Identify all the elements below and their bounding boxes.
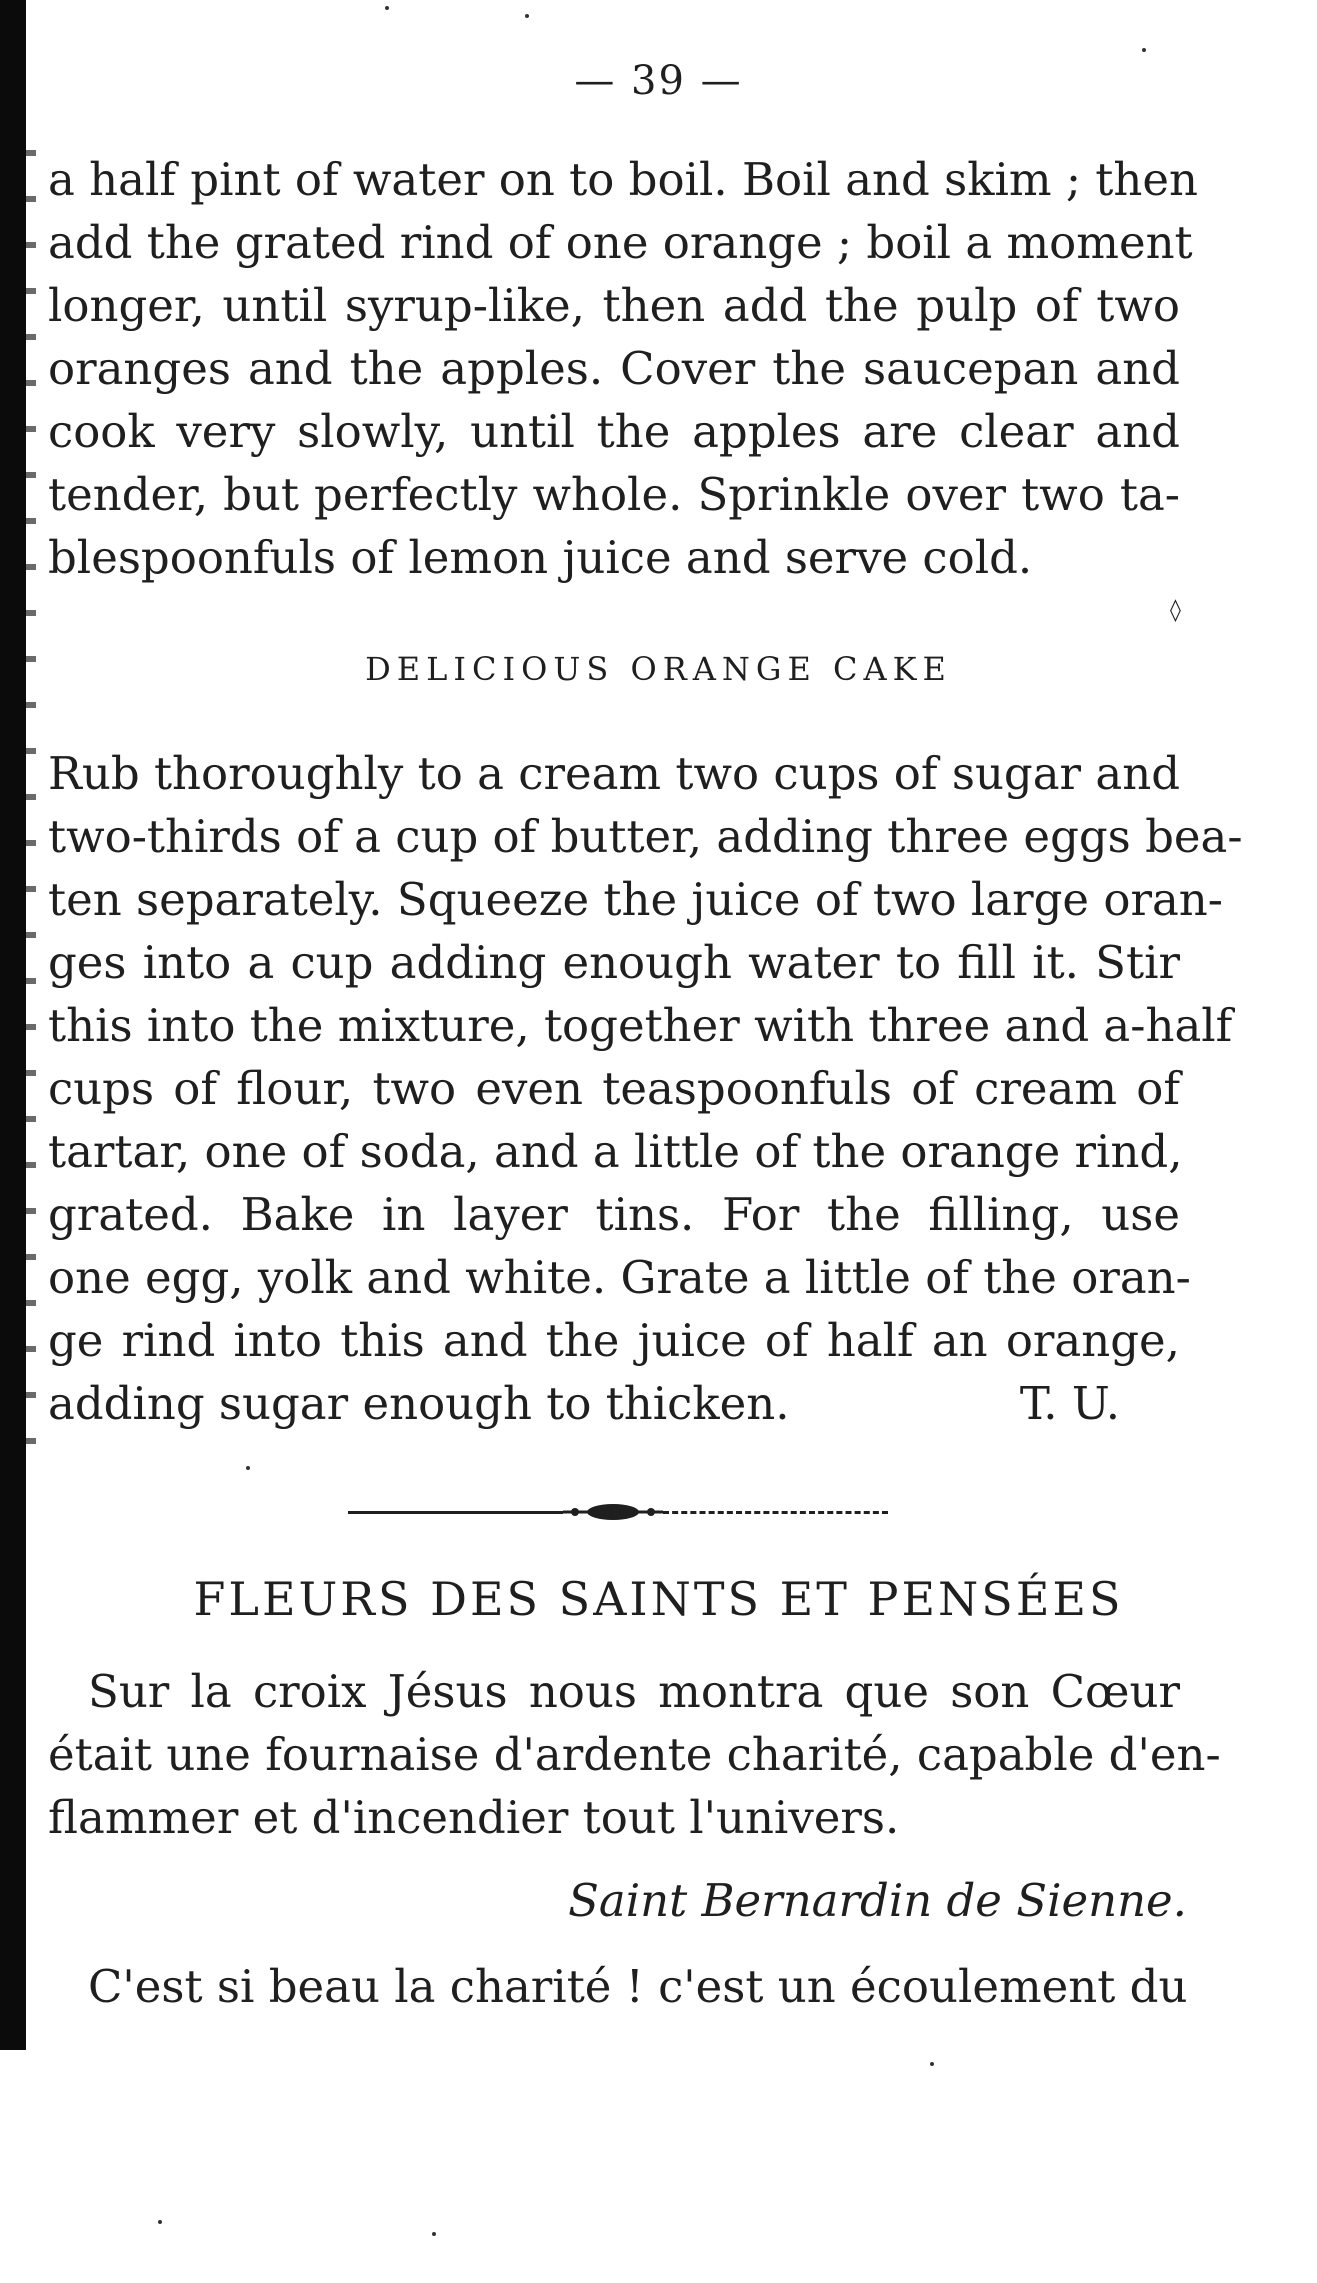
binding-shadow-marks	[26, 150, 36, 1450]
text-line: two-thirds of a cup of butter, adding three eggs bea-	[48, 810, 1243, 863]
text-line: longer, until syrup-like, then add the pulp of two	[48, 279, 1180, 332]
text-line: add the grated rind of one orange ; boil a moment	[48, 216, 1193, 269]
text-line: oranges and the apples. Cover the saucepan and	[48, 342, 1180, 395]
small-diamond-mark: ◊	[1170, 598, 1181, 623]
quote-attribution: Saint Bernardin de Sienne.	[568, 1874, 1187, 1927]
divider-line-left	[348, 1511, 563, 1514]
page-number: — 39 —	[574, 58, 743, 104]
text-line: ges into a cup adding enough water to fill it. Stir	[48, 936, 1180, 989]
scan-speck	[930, 2062, 934, 2066]
scan-speck	[1142, 48, 1146, 52]
text-line: flammer et d'incendier tout l'univers.	[48, 1791, 900, 1844]
scan-speck	[385, 6, 389, 10]
recipe-continuation	[48, 148, 1198, 589]
text-line: tender, but perfectly whole. Sprinkle over two ta-	[48, 468, 1180, 521]
text-line: Sur la croix Jésus nous montra que son Cœur	[88, 1665, 1180, 1718]
next-quote-line: C'est si beau la charité ! c'est un écoulement du	[88, 1960, 1188, 2013]
text-line: ten separately. Squeeze the juice of two large oran-	[48, 873, 1223, 926]
text-line: Rub thoroughly to a cream two cups of sugar and	[48, 747, 1180, 800]
book-binding-edge	[0, 0, 26, 2050]
text-line: one egg, yolk and white. Grate a little of the oran-	[48, 1251, 1191, 1304]
text-line: cups of flour, two even teaspoonfuls of cream of	[48, 1062, 1180, 1115]
text-line: tartar, one of soda, and a little of the orange rind,	[48, 1125, 1183, 1178]
scan-speck	[246, 1466, 250, 1470]
recipe-title: DELICIOUS ORANGE CAKE	[365, 650, 952, 688]
scan-speck	[432, 2232, 436, 2236]
scan-speck	[158, 2220, 162, 2224]
divider-ornament-icon	[563, 1500, 663, 1524]
section-divider-ornament	[348, 1500, 888, 1524]
saint-quote	[48, 1660, 1221, 1849]
author-initials: T. U.	[1019, 1377, 1120, 1430]
text-line: this into the mixture, together with three and a-half	[48, 999, 1233, 1052]
text-line: était une fournaise d'ardente charité, capable d'en-	[48, 1728, 1221, 1781]
text-line: blespoonfuls of lemon juice and serve cold.	[48, 531, 1033, 584]
text-line: cook very slowly, until the apples are clear and	[48, 405, 1180, 458]
text-line: adding sugar enough to thicken.	[48, 1377, 790, 1430]
orange-cake-recipe	[48, 742, 1243, 1435]
text-line: ge rind into this and the juice of half an orange,	[48, 1314, 1180, 1367]
text-line: grated. Bake in layer tins. For the filling, use	[48, 1188, 1180, 1241]
scan-speck	[525, 14, 529, 18]
signature-line	[48, 1372, 1180, 1435]
text-line: a half pint of water on to boil. Boil and skim ; then	[48, 153, 1198, 206]
section-title: FLEURS DES SAINTS ET PENSÉES	[193, 1572, 1124, 1626]
divider-line-right	[663, 1511, 888, 1514]
